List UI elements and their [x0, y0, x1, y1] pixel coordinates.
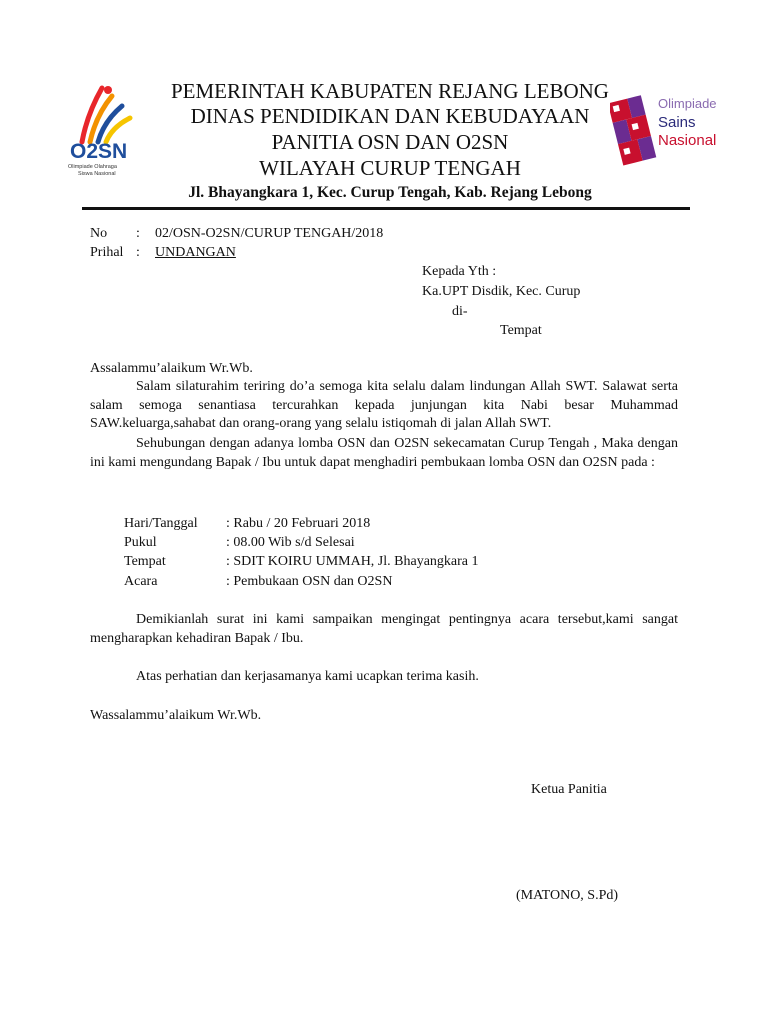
recipient-line-1: Kepada Yth :	[422, 264, 497, 279]
greeting: Assalammu’alaikum Wr.Wb.	[90, 361, 253, 376]
recipient-line-3: di-	[452, 304, 468, 319]
closing: Wassalammu’alaikum Wr.Wb.	[90, 708, 262, 723]
signature-title: Ketua Panitia	[531, 782, 607, 797]
prihal-label: Prihal	[90, 245, 124, 260]
recipient-line-4: Tempat	[500, 323, 542, 338]
detail-value-time: : 08.00 Wib s/d Selesai	[226, 535, 355, 550]
no-label: No	[90, 226, 108, 241]
osn-logo-line3: Nasional	[658, 132, 717, 149]
detail-value-place: : SDIT KOIRU UMMAH, Jl. Bhayangkara 1	[226, 554, 479, 569]
letterhead-divider	[82, 207, 690, 210]
recipient-line-2: Ka.UPT Disdik, Kec. Curup	[422, 284, 581, 299]
detail-value-event: : Pembukaan OSN dan O2SN	[226, 574, 393, 589]
no-value: 02/OSN-O2SN/CURUP TENGAH/2018	[155, 226, 384, 241]
osn-logo-line1: Olimpiade	[658, 96, 717, 111]
prihal-value: UNDANGAN	[155, 245, 236, 260]
detail-label-day: Hari/Tanggal	[124, 516, 198, 531]
letterhead-line-3: PANITIA OSN DAN O2SN	[271, 130, 509, 154]
no-colon: :	[136, 226, 140, 241]
paragraph-4: Atas perhatian dan kerjasamanya kami ucapkan terima kasih.	[136, 669, 479, 684]
osn-logo-line2: Sains	[658, 114, 696, 131]
paragraph-3: Demikianlah surat ini kami sampaikan mengingat pentingnya acara tersebut,kami sangat mengharapkan kehadiran Bapak / Ibu.	[90, 612, 678, 646]
letterhead-line-2: DINAS PENDIDIKAN DAN KEBUDAYAAN	[190, 104, 590, 128]
letterhead-address: Jl. Bhayangkara 1, Kec. Curup Tengah, Kab. Rejang Lebong	[188, 184, 592, 201]
prihal-colon: :	[136, 245, 140, 260]
detail-value-day: : Rabu / 20 Februari 2018	[226, 516, 371, 531]
detail-label-event: Acara	[124, 574, 158, 589]
o2sn-caption-2: Siswa Nasional	[78, 171, 116, 177]
letterhead-line-4: WILAYAH CURUP TENGAH	[259, 156, 521, 180]
letterhead-line-1: PEMERINTAH KABUPATEN REJANG LEBONG	[171, 79, 609, 103]
signature-name: (MATONO, S.Pd)	[516, 888, 619, 903]
o2sn-logo-text: O2SN	[70, 140, 128, 163]
paragraph-2: Sehubungan dengan adanya lomba OSN dan O2SN sekecamatan Curup Tengah , Maka dengan ini kami mengundang Bapak / Ibu untuk dapat menghadiri pembukaan lomba OSN dan O2SN pada :	[90, 436, 678, 470]
o2sn-caption-1: Olimpiade Olahraga	[68, 164, 117, 170]
detail-label-time: Pukul	[124, 535, 157, 550]
paragraph-1: Salam silaturahim teriring do’a semoga kita selalu dalam lindungan Allah SWT. Salawat serta salam semoga senantiasa tercurahkan kepada junjungan kita Nabi besar Muhammad SAW.keluarga,sahabat dan orang-orang yang selalu istiqomah di jalan Allah SWT.	[90, 379, 678, 431]
detail-label-place: Tempat	[124, 554, 166, 569]
